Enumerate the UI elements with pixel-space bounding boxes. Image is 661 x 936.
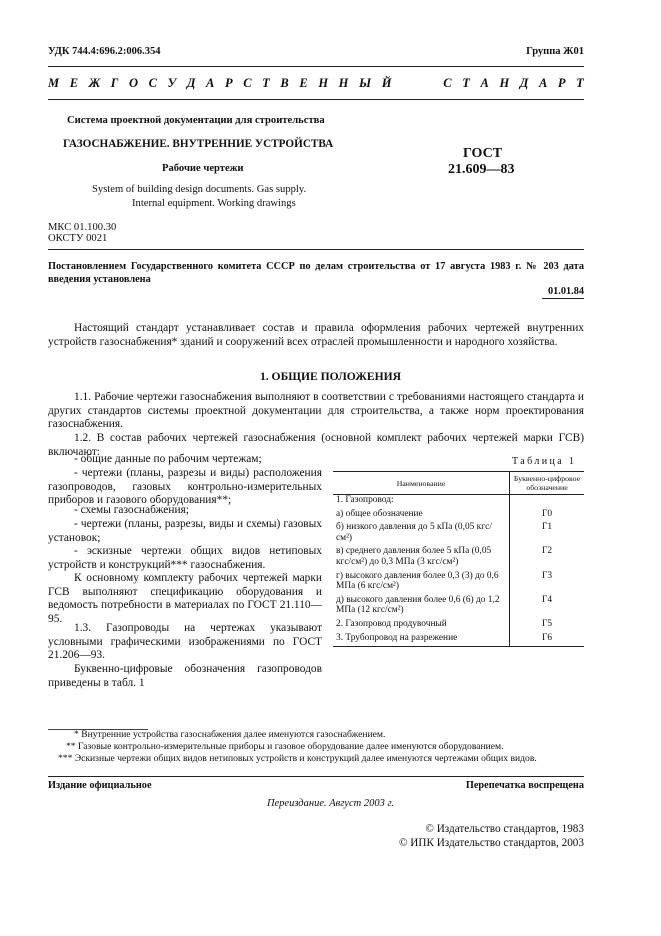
row-code: Г3 bbox=[510, 571, 585, 595]
band-letter: Р bbox=[557, 76, 566, 90]
table-row bbox=[333, 495, 584, 509]
band-letter: Н bbox=[499, 76, 510, 90]
section-heading: 1. ОБЩИЕ ПОЛОЖЕНИЯ bbox=[259, 370, 402, 383]
row-name: 2. Газопровод продувочный bbox=[336, 618, 447, 629]
footnote-1: * Внутренние устройства газоснабжения далее именуются газоснабжением. bbox=[74, 729, 386, 740]
band-letter: С bbox=[148, 76, 157, 90]
top-rule bbox=[48, 66, 584, 67]
band-letter: Р bbox=[224, 76, 233, 90]
band-letter: А bbox=[538, 76, 548, 90]
list-item-sketches: - эскизные чертежи общих видов нетиповых устройств и конструкций*** газоснабжения. bbox=[48, 545, 322, 571]
band-letter bbox=[430, 76, 433, 91]
reprint-prohibited: Перепечатка воспрещена bbox=[465, 780, 584, 791]
table-row bbox=[333, 571, 584, 595]
gost-number: 21.609—83 bbox=[448, 162, 515, 177]
udk-code: УДК 744.4:696.2:006.354 bbox=[48, 46, 161, 57]
band-letter: А bbox=[206, 76, 215, 90]
list-item-schemes: - схемы газоснабжения; bbox=[74, 504, 189, 516]
english-title-1: System of building design documents. Gas supply. bbox=[92, 184, 307, 195]
band-letter: Н bbox=[318, 76, 329, 90]
row-name: 3. Трубопровод на разрежение bbox=[333, 633, 510, 647]
mks-code: МКС 01.100.30 bbox=[48, 222, 117, 233]
system-title: Система проектной документации для строительства bbox=[67, 115, 325, 126]
band-letter: О bbox=[128, 76, 138, 90]
list-item-installations: - чертежи (планы, разрезы, виды и схемы) газовых установок; bbox=[48, 518, 322, 544]
paragraph-specification: К основному комплекту рабочих чертежей марки ГСВ выполняют спецификацию оборудования и ведомость потребности в материалах по ГОСТ 21.110—95. bbox=[48, 572, 322, 625]
english-title-2: Internal equipment. Working drawings bbox=[132, 198, 296, 209]
band-letter: М bbox=[48, 76, 60, 90]
band-letter: Д bbox=[519, 76, 529, 90]
intro-paragraph: Настоящий стандарт устанавливает состав и правила оформления рабочих чертежей внутренних устройств газоснабжения* зданий и сооружений всех отраслей промышленности и народного хозяйства. bbox=[48, 322, 584, 348]
footer-rule bbox=[48, 776, 584, 777]
row-code: Г2 bbox=[510, 546, 585, 570]
footnote-3: *** Эскизные чертежи общих видов нетиповых устройств и конструкций далее именуются чертежами общих видов. bbox=[58, 753, 537, 764]
official-edition: Издание официальное bbox=[48, 780, 152, 791]
band-letter: Ы bbox=[359, 76, 372, 90]
table-body bbox=[333, 495, 584, 647]
row-name: д) высокого давления более 0,6 (6) до 1,2 МПа (12 кгс/см²) bbox=[336, 594, 500, 616]
decree-text: Постановлением Государственного комитета СССР по делам строительства от 17 августа 1983 г. № 203 дата введения установлена bbox=[48, 261, 584, 285]
band-letter: С bbox=[243, 76, 252, 90]
table-header-code: Буквенно-цифровое обозначение bbox=[510, 472, 585, 495]
table-row bbox=[333, 509, 584, 523]
table-caption: Таблица 1 bbox=[512, 456, 577, 467]
date-underline bbox=[542, 298, 584, 299]
table-row bbox=[333, 595, 584, 619]
standard-band bbox=[48, 76, 584, 91]
footnote-2: ** Газовые контрольно-измерительные приборы и газовое оборудование далее именуются оборудованием. bbox=[66, 741, 504, 752]
band-letter: Т bbox=[462, 76, 470, 90]
gas-pipeline-table bbox=[333, 471, 584, 647]
band-letter bbox=[402, 76, 405, 91]
row-name: 1. Газопровод: bbox=[336, 495, 394, 505]
row-code: Г0 bbox=[510, 509, 585, 523]
row-code: Г1 bbox=[510, 522, 585, 546]
band-letter: Ж bbox=[88, 76, 101, 90]
table-row bbox=[333, 633, 584, 647]
copyright-2003: © ИПК Издательство стандартов, 2003 bbox=[398, 837, 584, 849]
band-letter: Е bbox=[69, 76, 79, 90]
gost-label: ГОСТ bbox=[463, 146, 503, 161]
list-item-layout-drawings: - чертежи (планы, разрезы и виды) расположения газопроводов, газовых контрольно-измерительных приборов и газового оборудования**; bbox=[48, 467, 322, 507]
row-name: а) общее обозначение bbox=[336, 508, 423, 519]
codes-rule bbox=[48, 249, 584, 250]
introduction-date: 01.01.84 bbox=[547, 286, 584, 297]
row-name: в) среднего давления более 5 кПа (0,05 кгс/см²) до 0,3 МПа (3 кгс/см²) bbox=[336, 546, 492, 567]
paragraph-1-3: 1.3. Газопроводы на чертежах указывают условными графическими изображениями по ГОСТ 21.206—93. bbox=[48, 622, 322, 662]
band-letter: Д bbox=[186, 76, 196, 90]
paragraph-1-2: 1.2. В состав рабочих чертежей газоснабжения (основной комплект рабочих чертежей марки ГСВ) включают: bbox=[48, 432, 584, 458]
group-code: Группа Ж01 bbox=[526, 46, 584, 57]
band-letter: В bbox=[280, 76, 289, 90]
row-code bbox=[510, 495, 585, 509]
band-letter: Н bbox=[338, 76, 349, 90]
row-code: Г4 bbox=[510, 595, 585, 619]
table-row bbox=[333, 619, 584, 633]
document-subtitle: Рабочие чертежи bbox=[162, 163, 244, 174]
copyright-1983: © Издательство стандартов, 1983 bbox=[425, 823, 584, 835]
row-code: Г6 bbox=[510, 633, 585, 647]
table-row bbox=[333, 546, 584, 570]
row-name: б) низкого давления до 5 кПа (0,05 кгс/см²) bbox=[336, 522, 492, 543]
paragraph-1-1: 1.1. Рабочие чертежи газоснабжения выполняют в соответствии с требованиями настоящего стандарта и других стандартов системы проектной документации для строительства, а также норм проектирования газоснабжения. bbox=[48, 391, 584, 431]
row-name: г) высокого давления более 0,3 (3) до 0,6 МПа (6 кгс/см²) bbox=[336, 570, 499, 592]
reissue-note: Переиздание. Август 2003 г. bbox=[266, 798, 395, 809]
table-row bbox=[333, 522, 584, 546]
band-rule bbox=[48, 99, 584, 100]
band-letter: Т bbox=[576, 76, 584, 90]
band-letter: Й bbox=[381, 76, 392, 90]
document-title: ГАЗОСНАБЖЕНИЕ. ВНУТРЕННИЕ УСТРОЙСТВА bbox=[63, 138, 334, 150]
table-header-name: Наименование bbox=[333, 472, 510, 495]
band-letter bbox=[416, 76, 419, 91]
okstu-code: ОКСТУ 0021 bbox=[48, 233, 108, 244]
band-letter: Г bbox=[110, 76, 119, 90]
paragraph-table-ref: Буквенно-цифровые обозначения газопроводов приведены в табл. 1 bbox=[48, 663, 322, 689]
band-letter: С bbox=[443, 76, 452, 90]
row-code: Г5 bbox=[510, 619, 585, 633]
band-letter: У bbox=[167, 76, 177, 90]
band-letter: А bbox=[480, 76, 489, 90]
band-letter: Е bbox=[299, 76, 308, 90]
list-item-general-data: - общие данные по рабочим чертежам; bbox=[74, 453, 262, 465]
band-letter: Т bbox=[262, 76, 270, 90]
